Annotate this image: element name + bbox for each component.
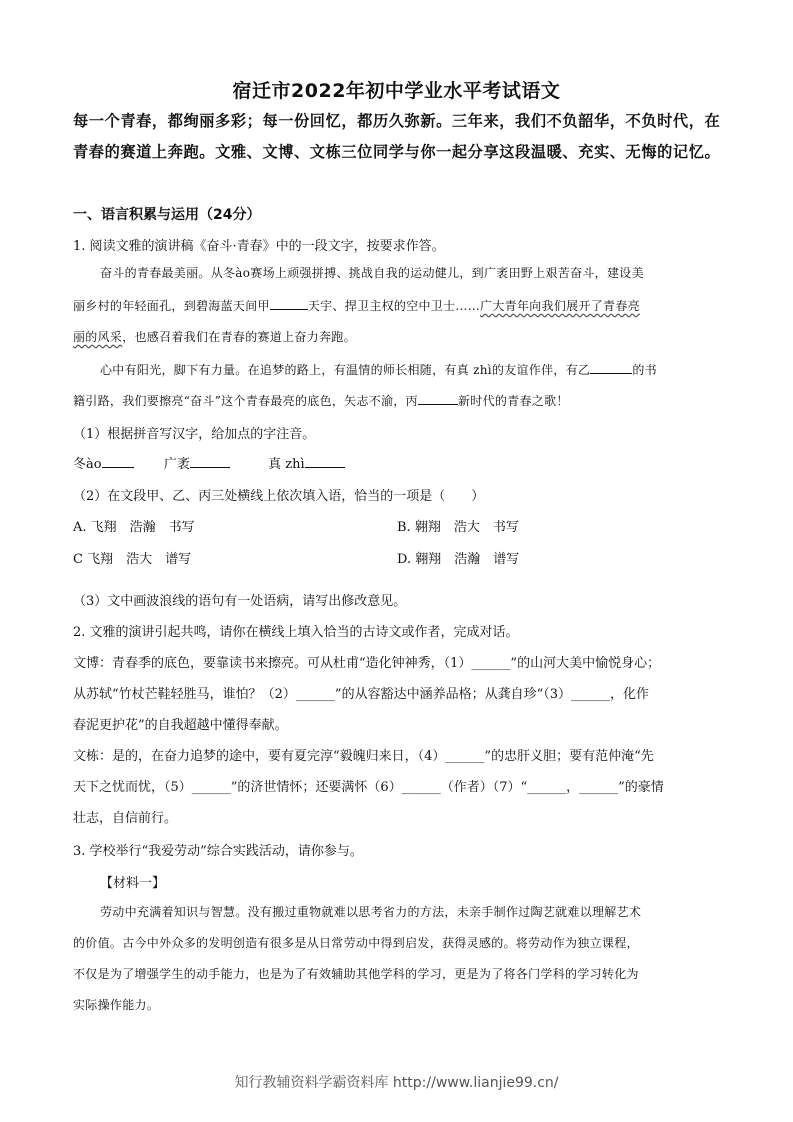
material-heading: 【材料一】: [100, 876, 166, 891]
passage-text: 丽乡村的年轻面孔，到碧海蓝天间甲: [73, 299, 270, 313]
material-line: 的价值。古今中外众多的发明创造有很多是从日常劳动中得到启发，获得灵感的。将劳动作为独立课程，: [73, 936, 639, 950]
q2-dialogue-line: 春泥更护花”的自我超越中懂得奉献。: [73, 718, 288, 733]
q1-subquestion-3: （3）文中画波浪线的语句有一处语病，请写出修改意见。: [73, 594, 407, 609]
q1-subquestion-1: （1）根据拼音写汉字，给加点的字注音。: [73, 427, 316, 442]
answer-blank[interactable]: [305, 455, 345, 468]
intro-paragraph: 每一个青春，都绚丽多彩；每一份回忆，都历久弥新。三年来，我们不负韶华，不负时代，在青春的赛道上奔跑。文雅、文博、文栋三位同学与你一起分享这段温暖、充实、无悔的记忆。: [73, 112, 721, 161]
option-a[interactable]: A. 飞翔 浩瀚 书写: [73, 520, 195, 535]
answer-blank[interactable]: [190, 455, 230, 468]
q3-stem: 3. 学校举行“我爱劳动”综合实践活动，请你参与。: [73, 844, 363, 859]
wavy-underlined-text: 广大青年向我们展开了青春亮: [480, 299, 640, 313]
pinyin-answer-row: [73, 453, 345, 472]
footer-watermark: 知行教辅资料学霸资料库 http://www.lianjie99.cn/: [234, 1075, 559, 1091]
option-c[interactable]: C 飞翔 浩大 谱写: [73, 552, 192, 567]
q1-passage-line: 奋斗的青春最美丽。从冬ào赛场上顽强拼搏、挑战自我的运动健儿，到广袤田野上艰苦奋斗，建设美: [100, 266, 644, 280]
q2-dialogue-line: 从苏轼“竹杖芒鞋轻胜马，谁怕？（2）______”的从容豁达中涵养品格；从龚自珍“（3）______，化作: [73, 687, 649, 702]
passage-text: 的书: [632, 363, 657, 377]
q1-passage-line: [100, 361, 657, 378]
q1-passage-line: [73, 297, 640, 314]
option-b[interactable]: B. 翱翔 浩大 书写: [397, 520, 519, 535]
q2-dialogue-line: 壮志，自信前行。: [73, 811, 178, 826]
q1-passage-line: [73, 392, 569, 409]
item-label: 真 zhì: [268, 457, 305, 472]
section-heading: 一、语言积累与运用（24分）: [73, 207, 261, 223]
material-line: 劳动中充满着知识与智慧。没有搬过重物就难以思考省力的方法，未亲手制作过陶艺就难以理解艺术: [100, 905, 642, 919]
material-line: 实际操作能力。: [73, 998, 160, 1012]
q2-dialogue-line: 天下之忧而忧，（5）______”的济世情怀；还要满怀（6）______（作者）（7）“______，______”的豪情: [73, 780, 664, 795]
blank-yi[interactable]: [590, 361, 632, 374]
passage-text: 籍引路，我们要擦亮“奋斗”这个青春最亮的底色，矢志不渝，丙: [73, 394, 418, 408]
blank-jia[interactable]: [270, 297, 308, 310]
option-row: [73, 548, 191, 567]
passage-text: 天宇、捍卫主权的空中卫士……: [307, 299, 481, 313]
wavy-underlined-text: 丽的风采: [73, 330, 123, 344]
item-label: 广袤: [163, 457, 190, 472]
option-d[interactable]: D. 翱翔 浩瀚 谱写: [397, 552, 520, 567]
answer-blank[interactable]: [102, 455, 134, 468]
material-line: 不仅是为了增强学生的动手能力，也是为了有效辅助其他学科的学习，更是为了将各门学科的学习转化为: [73, 967, 639, 981]
passage-text: 新时代的青春之歌！: [457, 394, 569, 408]
q2-stem: 2. 文雅的演讲引起共鸣，请你在横线上填入恰当的古诗文或作者，完成对话。: [73, 625, 519, 640]
page-title: 宿迁市2022年初中学业水平考试语文: [232, 80, 561, 102]
option-row: [73, 516, 195, 535]
item-label: 冬ào: [73, 457, 102, 472]
q1-subquestion-2: （2）在文段甲、乙、丙三处横线上依次填入语，恰当的一项是（ ）: [73, 489, 485, 504]
q1-stem: 1. 阅读文雅的演讲稿《奋斗·青春》中的一段文字，按要求作答。: [73, 239, 445, 254]
q2-dialogue-line: 文博：青春季的底色，要靠读书来擦亮。可从杜甫“造化钟神秀，（1）______”的山河大美中愉悦身心；: [73, 656, 661, 671]
passage-text: ，也感召着我们在青春的赛道上奋力奔跑。: [122, 330, 356, 344]
blank-bing[interactable]: [418, 392, 458, 405]
q2-dialogue-line: 文栋：是的，在奋力追梦的途中，要有夏完淳“毅魄归来日，（4）______”的忠肝义胆；要有范仲淹“先: [73, 749, 654, 764]
passage-text: 心中有阳光，脚下有力量。在追梦的路上，有温情的师长相随，有真 zhì的友谊作伴，有乙: [100, 363, 591, 377]
q1-passage-line: [73, 328, 356, 345]
